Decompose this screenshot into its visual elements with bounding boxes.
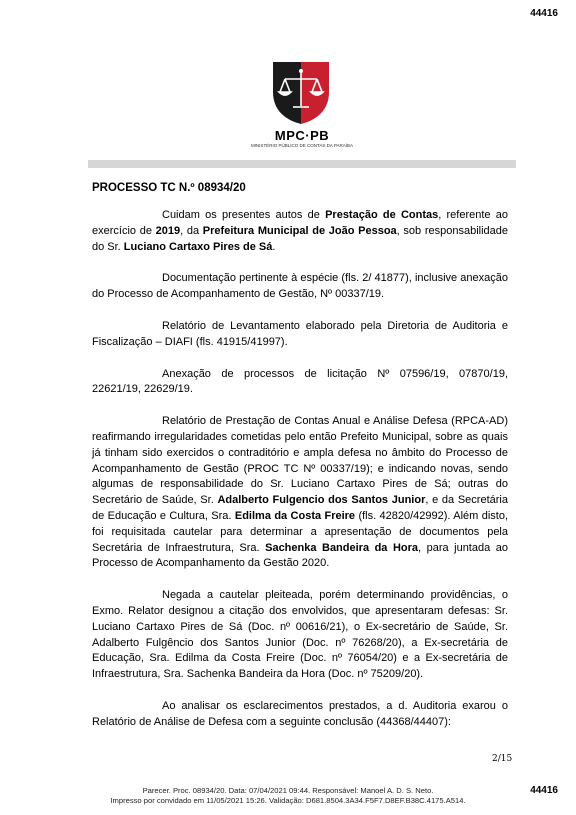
text-run: , e da Secretária de Educação e Cultura, Sra. — [92, 494, 508, 522]
logo-subtitle: MINISTÉRIO PÚBLICO DE CONTAS DA PARAÍBA — [250, 143, 354, 148]
bold-text: Prestação de Contas — [325, 209, 439, 221]
scales-of-justice-logo-icon — [273, 62, 329, 124]
text-run: , para juntada ao Processo de Acompanhamento da Gestão 2020. — [92, 541, 508, 570]
bold-text: Prefeitura Municipal de João Pessoa — [202, 224, 397, 237]
text-run: , sob responsabilidade do Sr. — [92, 224, 509, 253]
text-run: . — [272, 240, 276, 253]
bold-text: 2019 — [155, 224, 181, 237]
document-body — [92, 208, 508, 747]
bold-text: Adalberto Fulgencio dos Santos Junior — [217, 494, 426, 507]
footer-line: Parecer. Proc. 08934/20. Data: 07/04/2021 09:44. Responsável: Manoel A. D. S. Neto. — [142, 786, 434, 795]
text-run: Relatório de Prestação de Contas Anual e Análise Defesa (RPCA-AD) reafirmando irregularidades cometidas pelo então Prefeito Municipal, sobre as quais já tinham sido exercidos o contraditório e ampla defesa no âmbito do Processo de Acompanhamento de Gestão (PROC TC Nº 00337/19); e indicando novas, sendo algumas de responsabilidade do Sr. Luciano Cartaxo Pires de Sá; outras do Secretário de Saúde, Sr. — [92, 415, 508, 507]
text-run: , referente ao exercício de — [92, 209, 508, 237]
paragraph — [92, 699, 508, 731]
text-run: (fls. 42820/42992). Além disto, foi requisitada cautelar para determinar a apresentação de documentos pela Secretária de Infraestrutura, Sra. — [92, 509, 508, 554]
paragraph — [92, 588, 508, 683]
text-run: , da — [180, 224, 203, 237]
paragraph — [92, 414, 508, 572]
text-run: Negada a cautelar pleiteada, porém determinando providências, o Exmo. Relator designou a citação dos envolvidos, que apresentaram defesas: Sr. Luciano Cartaxo Pires de Sá (Doc. nº 00616/21), o Ex-secretário de Saúde, Sr. Adalberto Fulgêncio dos Santos Junior (Doc. nº 76268/20), a Ex-secretária de Educação, Sra. Edilma da Costa Freire (Doc. nº 76054/20) e a Ex-secretária de Infraestrutura, Sra. Sachenka Bandeira da Hora (Doc. nº 75209/20). — [92, 589, 508, 681]
page-number-bottom: 44416 — [530, 785, 558, 796]
page-fraction: 2/15 — [492, 754, 513, 764]
bold-text: Edilma da Costa Freire — [234, 509, 356, 522]
text-run: Anexação de processos de licitação Nº 07596/19, 07870/19, 22621/19, 22629/19. — [92, 367, 508, 396]
paragraph — [92, 319, 508, 351]
logo-wordmark: MPC·PB — [274, 128, 330, 143]
text-run: Cuidam os presentes autos de — [162, 209, 326, 221]
bold-text: Sachenka Bandeira da Hora — [265, 541, 419, 554]
page-number-top: 44416 — [530, 8, 558, 19]
footer-line: Impresso por convidado em 11/05/2021 15:26. Validação: D681.8504.3A34.F5F7.D8EF.B38C.4175.A514. — [110, 795, 466, 805]
header-divider — [88, 160, 516, 168]
paragraph — [92, 367, 508, 399]
process-title: PROCESSO TC N.º 08934/20 — [92, 182, 246, 194]
text-run: Ao analisar os esclarecimentos prestados, a d. Auditoria exarou o Relatório de Análise de Defesa com a seguinte conclusão (44368/44407): — [92, 699, 508, 728]
paragraph — [92, 208, 508, 255]
text-run: Relatório de Levantamento elaborado pela Diretoria de Auditoria e Fiscalização – DIAFI (fls. 41915/41997). — [92, 319, 508, 348]
footer — [0, 786, 576, 805]
text-run: Documentação pertinente à espécie (fls. 2/ 41877), inclusive anexação do Processo de Acompanhamento de Gestão, Nº 00337/19. — [92, 272, 508, 301]
paragraph — [92, 271, 508, 303]
bold-text: Luciano Cartaxo Pires de Sá — [123, 240, 273, 253]
